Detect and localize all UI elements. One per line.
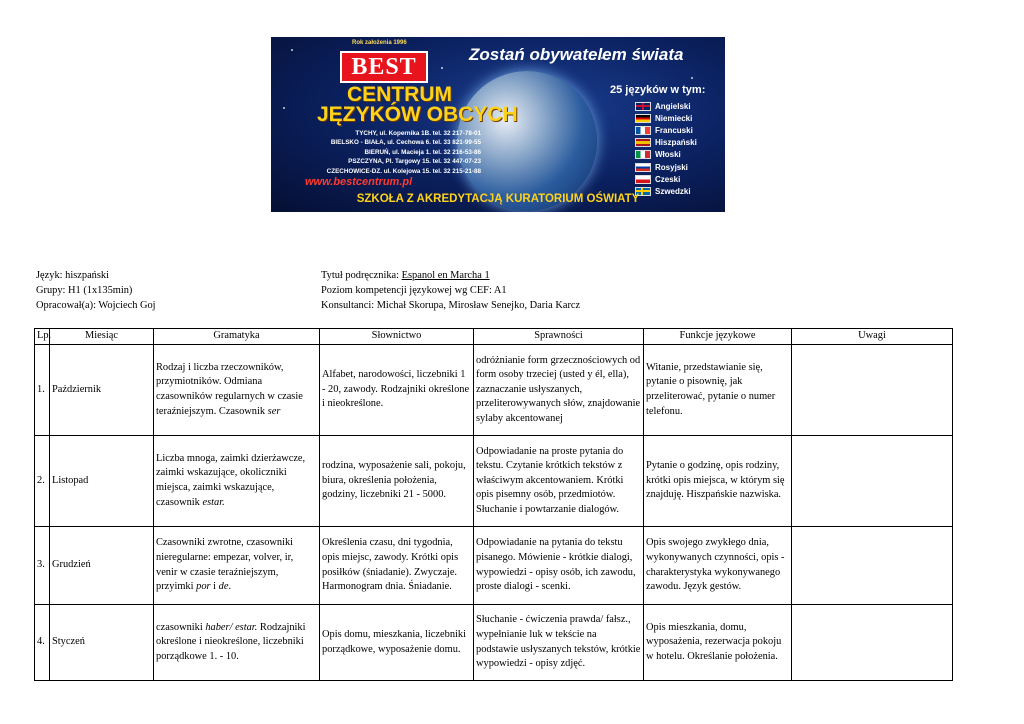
textbook-label: Tytuł podręcznika: [321,270,402,281]
header-functions: Funkcje językowe [644,329,792,345]
address-line: TYCHY, ul. Kopernika 1B. tel. 32 217-78-01 [355,130,481,137]
course-language: Język: hiszpański [36,270,110,281]
table-row [35,527,953,605]
cell-notes [792,436,953,527]
cell-lp: 4. [35,605,50,681]
table-row [35,605,953,681]
languages-title: 25 języków w tym: [610,84,706,96]
language-item: Niemiecki [635,112,697,124]
germany-flag-icon [635,114,651,123]
language-item: Angielski [635,100,697,112]
language-item: Rosyjski [635,161,697,173]
consultants: Konsultanci: Michał Skorupa, Mirosław Senejko, Daria Karcz [321,300,581,311]
cell-skills: odróżnianie form grzecznościowych od form osoby trzeciej (usted y él, ella), zaznaczanie usłyszanych, przeliterowywanych słów, znajdowanie sylaby akcentowanej [474,345,644,436]
spain-flag-icon [635,138,651,147]
course-info-left [36,268,156,313]
cell-functions: Pytanie o godzinę, opis rodziny, krótki opis miejsca, w którym się znajduję. Hiszpańskie nazwiska. [644,436,792,527]
header-lp: Lp. [35,329,50,345]
cell-lp: 2. [35,436,50,527]
cell-grammar: Rodzaj i liczba rzeczowników, przymiotników. Odmiana czasowników regularnych w czasie teraźniejszym. Czasownik ser [154,345,320,436]
cell-lp: 1. [35,345,50,436]
cell-month: Styczeń [50,605,154,681]
star-decoration [691,77,693,79]
table-row [35,345,953,436]
czech-flag-icon [635,175,651,184]
school-banner [271,37,725,212]
brand-logo: BEST [340,51,428,83]
italy-flag-icon [635,150,651,159]
header-vocabulary: Słownictwo [320,329,474,345]
textbook-title: Espanol en Marcha 1 [401,270,490,281]
header-notes: Uwagi [792,329,953,345]
cell-grammar: czasowniki haber/ estar. Rodzajniki określone i nieokreślone, liczebniki porządkowe 1. - 10. [154,605,320,681]
cell-grammar: Czasowniki zwrotne, czasowniki nieregularne: empezar, volver, ir, venir w czasie teraźniejszym, przyimki por i de. [154,527,320,605]
banner-slogan: Zostań obywatelem świata [469,45,684,64]
textbook-line [321,268,580,283]
header-month: Miesiąc [50,329,154,345]
cell-month: Październik [50,345,154,436]
address-line: PSZCZYNA, Pl. Targowy 15. tel. 32 447-07-23 [348,158,481,166]
language-item: Francuski [635,124,697,136]
cell-vocabulary: rodzina, wyposażenie sali, pokoju, biura, określenia położenia, godziny, liczebniki 21 - 5000. [320,436,474,527]
course-info-right [321,268,580,313]
cef-level: Poziom kompetencji językowej wg CEF: A1 [321,285,507,296]
cell-vocabulary: Opis domu, mieszkania, liczebniki porządkowe, wyposażenie domu. [320,605,474,681]
cell-functions: Opis swojego zwykłego dnia, wykonywanych czynności, opis - charakterystyka wykonywanego zawodu. Język gestów. [644,527,792,605]
header-grammar: Gramatyka [154,329,320,345]
star-decoration [291,49,293,51]
cell-skills: Słuchanie - ćwiczenia prawda/ fałsz., wypełnianie luk w tekście na podstawie usłyszanych tekstów, krótkie wypowiedzi - opisy zdjęć. [474,605,644,681]
cell-vocabulary: Określenia czasu, dni tygodnia, opis miejsc, zawody. Krótki opis posiłków (śniadanie). Zwyczaje. Harmonogram dnia. Śniadanie. [320,527,474,605]
banner-title-line2: JĘZYKÓW OBCYCH [317,103,518,126]
banner-title-line1: CENTRUM [347,83,452,106]
address-line: CZECHOWICE-DZ. ul. Kolejowa 15. tel. 32 215-21-88 [326,167,481,175]
curriculum-table [34,328,953,681]
cell-skills: Odpowiadanie na pytania do tekstu pisanego. Mówienie - krótkie dialogi, wypowiedzi - opisy osób, ich zawodu, proste dialogi - scenki. [474,527,644,605]
cell-notes [792,605,953,681]
star-decoration [283,107,285,109]
cell-vocabulary: Alfabet, narodowości, liczebniki 1 - 20, zawody. Rodzajniki określone i nieokreślone. [320,345,474,436]
star-decoration [441,67,443,69]
languages-list [635,100,697,198]
language-item: Włoski [635,149,697,161]
cell-functions: Opis mieszkania, domu, wyposażenia, rezerwacja pokoju w hotelu. Określanie położenia. [644,605,792,681]
cell-grammar: Liczba mnoga, zaimki dzierżawcze, zaimki wskazujące, okoliczniki miejsca, zaimki wskazujące, czasownik estar. [154,436,320,527]
cell-month: Listopad [50,436,154,527]
address-line: BIELSKO - BIAŁA, ul. Cechowa 6. tel. 33 821-99-55 [330,139,481,147]
language-item: Hiszpański [635,137,697,149]
course-author: Opracował(a): Wojciech Goj [36,300,156,311]
table-header-row [35,329,953,345]
language-item: Szwedzki [635,185,697,197]
language-item: Czeski [635,173,697,185]
cell-skills: Odpowiadanie na proste pytania do tekstu. Czytanie krótkich tekstów z właściwym akcentowaniem. Krótki opis pisemny osób, przedmiotów. Słuchanie i powtarzanie dialogów. [474,436,644,527]
cell-month: Grudzień [50,527,154,605]
header-skills: Sprawności [474,329,644,345]
website-url: www.bestcentrum.pl [305,176,413,188]
uk-flag-icon [635,102,651,111]
founded-year: Rok założenia 1996 [352,40,407,46]
russia-flag-icon [635,163,651,172]
cell-notes [792,345,953,436]
address-line: BIERUŃ, ul. Macieja 1. tel. 32 216-53-86 [364,148,481,156]
school-addresses [275,129,481,176]
cell-notes [792,527,953,605]
accreditation-text: SZKOŁA Z AKREDYTACJĄ KURATORIUM OŚWIATY [356,193,640,205]
course-groups: Grupy: H1 (1x135min) [36,285,133,296]
cell-lp: 3. [35,527,50,605]
table-row [35,436,953,527]
cell-functions: Witanie, przedstawianie się, pytanie o pisownię, jak przeliterować, pytanie o numer telefonu. [644,345,792,436]
france-flag-icon [635,126,651,135]
